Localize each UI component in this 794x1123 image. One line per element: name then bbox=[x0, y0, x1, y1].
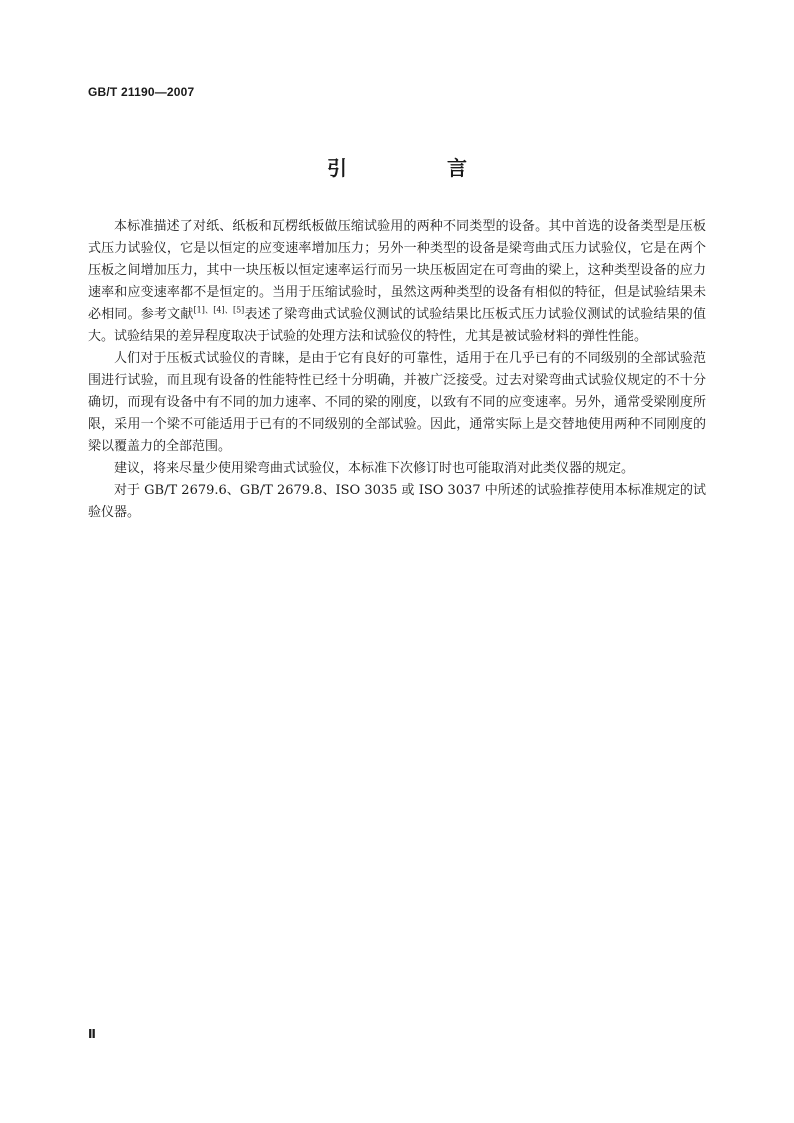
paragraph-2: 人们对于压板式试验仪的青睐，是由于它有良好的可靠性，适用于在几乎已有的不同级别的全部试验范围进行试验，而且现有设备的性能特性已经十分明确，并被广泛接受。过去对梁弯曲式试验仪规定的不十分确切，而现有设备中有不同的加力速率、不同的梁的刚度，以致有不同的应变速率。另外，通常受梁刚度所限，采用一个梁不可能适用于已有的不同级别的全部试验。因此，通常实际上是交替地使用两种不同刚度的梁以覆盖力的全部范围。 bbox=[88, 351, 706, 454]
reference-citation[interactable]: [1]、[4]、[5] bbox=[193, 305, 245, 315]
page-number: Ⅱ bbox=[88, 1027, 96, 1041]
paragraph-3: 建议，将来尽量少使用梁弯曲式试验仪，本标准下次修订时也可能取消对此类仪器的规定。 bbox=[114, 461, 635, 476]
document-body bbox=[88, 216, 706, 524]
page-title: 引 言 bbox=[327, 156, 507, 180]
paragraph-1-text-b: 表述了梁弯曲式试验仪测试的试验结果比压板式压力试验仪测试的试验结果的值大。试验结果的差异程度取决于试验的处理方法和试验仪的特性，尤其是被试验材料的弹性性能。 bbox=[88, 307, 706, 344]
paragraph-1 bbox=[88, 216, 706, 348]
paragraph-4: 对于 GB/T 2679.6、GB/T 2679.8、ISO 3035 或 ISO 3037 中所述的试验推荐使用本标准规定的试验仪器。 bbox=[88, 483, 706, 520]
standard-code: GB/T 21190—2007 bbox=[88, 85, 195, 99]
paragraph-1-text-a: 本标准描述了对纸、纸板和瓦楞纸板做压缩试验用的两种不同类型的设备。其中首选的设备类型是压板式压力试验仪，它是以恒定的应变速率增加压力；另外一种类型的设备是梁弯曲式压力试验仪，它是在两个压板之间增加压力，其中一块压板以恒定速率运行而另一块压板固定在可弯曲的梁上，这种类型设备的应力速率和应变速率都不是恒定的。当用于压缩试验时，虽然这两种类型的设备有相似的特征，但是试验结果未必相同。参考文献 bbox=[88, 219, 706, 322]
